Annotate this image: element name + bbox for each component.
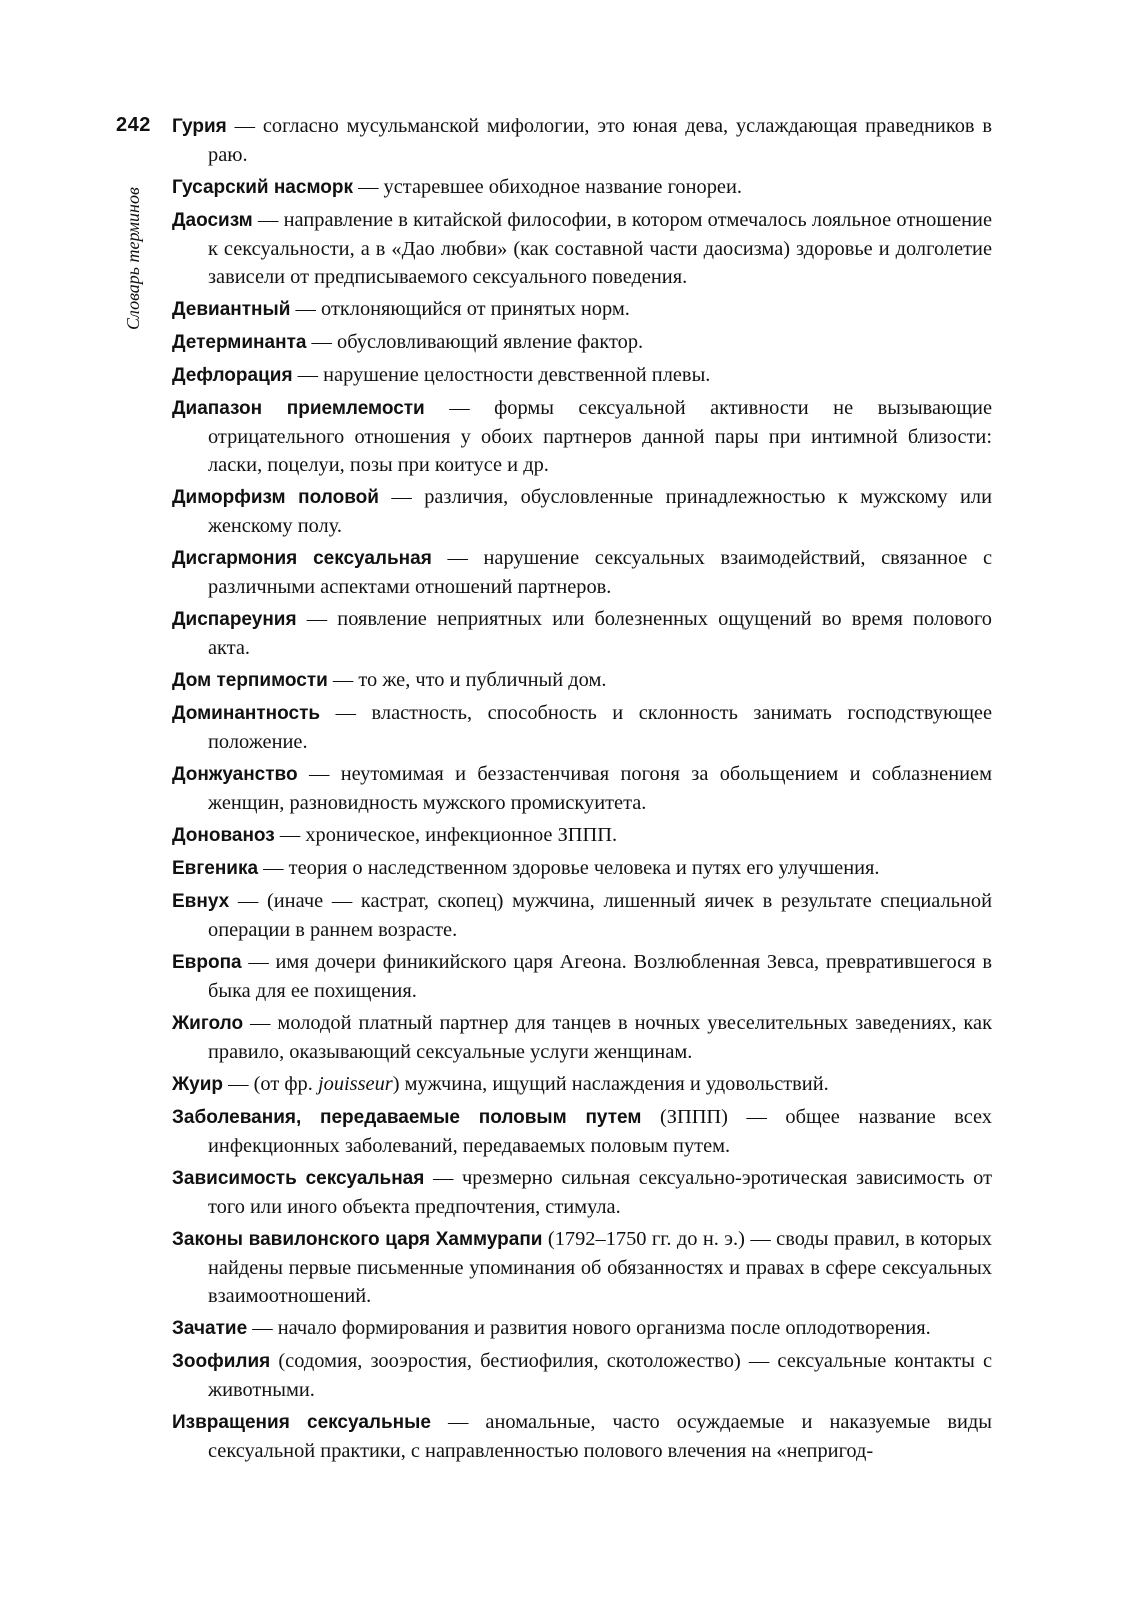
entry-term: Заболевания, передаваемые половым путем xyxy=(172,1107,642,1128)
glossary-entry xyxy=(172,1314,992,1343)
entry-term: Европа xyxy=(172,952,242,973)
entry-definition: — устаревшее обиходное название гонореи. xyxy=(352,176,742,198)
entry-definition: — отклоняющийся от принятых норм. xyxy=(290,298,630,320)
entry-term: Девиантный xyxy=(172,299,291,320)
glossary-entries xyxy=(172,112,992,1469)
entry-term: Диспареуния xyxy=(172,609,297,630)
glossary-entry xyxy=(172,1164,992,1221)
glossary-entry xyxy=(172,666,992,695)
glossary-entry xyxy=(172,206,992,291)
entry-term: Евнух xyxy=(172,891,230,912)
running-head: Словарь терминов xyxy=(123,187,143,330)
entry-definition: — чрезмерно сильная сексуально-эротическая зависимость от того или иного объекта предпочтения, стимула. xyxy=(208,1167,992,1218)
entry-definition: — то же, что и публичный дом. xyxy=(327,669,607,691)
entry-definition: — появление неприятных или болезненных ощущений во время полового акта. xyxy=(208,608,992,659)
entry-definition: — аномальные, часто осуждаемые и наказуемые виды сексуальной практики, с направленностью полового влечения на «непригод- xyxy=(208,1411,992,1462)
glossary-entry xyxy=(172,760,992,817)
glossary-entry xyxy=(172,544,992,601)
glossary-entry xyxy=(172,361,992,390)
entry-term: Зависимость сексуальная xyxy=(172,1168,425,1189)
entry-term: Жуир xyxy=(172,1074,224,1095)
glossary-entry xyxy=(172,1347,992,1404)
glossary-entry xyxy=(172,1070,992,1099)
glossary-entry xyxy=(172,328,992,357)
entry-definition: (содомия, зооэростия, бестиофилия, скотоложество) — сексуальные контакты с животными. xyxy=(208,1350,992,1401)
page-number: 242 xyxy=(116,114,151,136)
entry-term: Диморфизм половой xyxy=(172,487,379,508)
glossary-entry xyxy=(172,854,992,883)
glossary-entry xyxy=(172,112,992,169)
entry-definition: — молодой платный партнер для танцев в ночных увеселительных заведениях, как правило, оказывающий сексуальные услуги женщинам. xyxy=(208,1012,992,1063)
entry-term: Евгеника xyxy=(172,858,259,879)
entry-definition: — нарушение сексуальных взаимодействий, связанное с различными аспектами отношений партнеров. xyxy=(208,547,993,598)
entry-definition: — имя дочери финикийского царя Агеона. Возлюбленная Зевса, превратившегося в быка для ее похищения. xyxy=(208,951,992,1002)
glossary-entry xyxy=(172,699,992,756)
glossary-entry xyxy=(172,295,992,324)
entry-definition: — направление в китайской философии, в котором отмечалось лояльное отношение к сексуальности, а в «Дао любви» (как составной части даосизма) здоровье и долголетие зависели от предписываемого сексуального поведения. xyxy=(208,209,992,288)
entry-definition: — хроническое, инфекционное ЗППП. xyxy=(274,824,618,846)
entry-definition: — (от фр. xyxy=(223,1073,318,1095)
entry-term: Диапазон приемлемости xyxy=(172,398,425,419)
entry-definition-tail: ) мужчина, ищущий наслаждения и удовольствий. xyxy=(392,1073,829,1095)
entry-definition: — согласно мусульманской мифологии, это юная дева, услаждающая праведников в раю. xyxy=(208,115,992,166)
entry-term: Гурия xyxy=(172,116,227,137)
glossary-entry xyxy=(172,821,992,850)
entry-term: Извращения сексуальные xyxy=(172,1412,431,1433)
entry-definition: (ЗППП) — общее название всех инфекционных заболеваний, передаваемых половым путем. xyxy=(208,1106,992,1157)
entry-definition: — (иначе — кастрат, скопец) мужчина, лишенный яичек в результате специальной операции в раннем возрасте. xyxy=(208,890,992,941)
entry-term: Даосизм xyxy=(172,210,253,231)
entry-term: Законы вавилонского царя Хаммурапи xyxy=(172,1229,543,1250)
glossary-entry xyxy=(172,173,992,202)
entry-term: Зоофилия xyxy=(172,1351,271,1372)
entry-term: Донованоз xyxy=(172,825,275,846)
entry-definition: — обусловливающий явление фактор. xyxy=(306,331,644,353)
entry-term: Дом терпимости xyxy=(172,670,328,691)
glossary-entry xyxy=(172,394,992,479)
glossary-entry xyxy=(172,1103,992,1160)
entry-definition: — различия, обусловленные принадлежностью к мужскому или женскому полу. xyxy=(208,486,992,537)
entry-term: Детерминанта xyxy=(172,332,307,353)
entry-term: Жиголо xyxy=(172,1013,244,1034)
entry-term: Дефлорация xyxy=(172,365,293,386)
glossary-entry xyxy=(172,1225,992,1310)
entry-definition: — теория о наследственном здоровье человека и путях его улучшения. xyxy=(258,857,880,879)
glossary-entry xyxy=(172,887,992,944)
entry-term: Донжуанство xyxy=(172,764,298,785)
entry-definition: — формы сексуальной активности не вызывающие отрицательного отношения у обоих партнеров данной пары при интимной близости: ласки, поцелуи, позы при коитусе и др. xyxy=(208,397,992,476)
glossary-entry xyxy=(172,1408,992,1465)
entry-definition: — начало формирования и развития нового организма после оплодотворения. xyxy=(247,1317,931,1339)
entry-foreign-word: jouisseur xyxy=(317,1073,393,1095)
glossary-entry xyxy=(172,483,992,540)
entry-definition: — неутомимая и беззастенчивая погоня за обольщением и соблазнением женщин, разновидность мужского промискуитета. xyxy=(208,763,992,814)
entry-term: Доминантность xyxy=(172,703,321,724)
entry-term: Гусарский насморк xyxy=(172,177,353,198)
glossary-entry xyxy=(172,605,992,662)
entry-definition: — властность, способность и склонность занимать господствующее положение. xyxy=(208,702,992,753)
entry-definition: — нарушение целостности девственной плевы. xyxy=(292,364,711,386)
glossary-entry xyxy=(172,948,992,1005)
entry-term: Дисгармония сексуальная xyxy=(172,548,432,569)
entry-term: Зачатие xyxy=(172,1318,248,1339)
entry-definition: (1792–1750 гг. до н. э.) — своды правил, в которых найдены первые письменные упоминания об обязанностях и правах в сфере сексуальных взаимоотношений. xyxy=(208,1228,993,1307)
glossary-entry xyxy=(172,1009,992,1066)
